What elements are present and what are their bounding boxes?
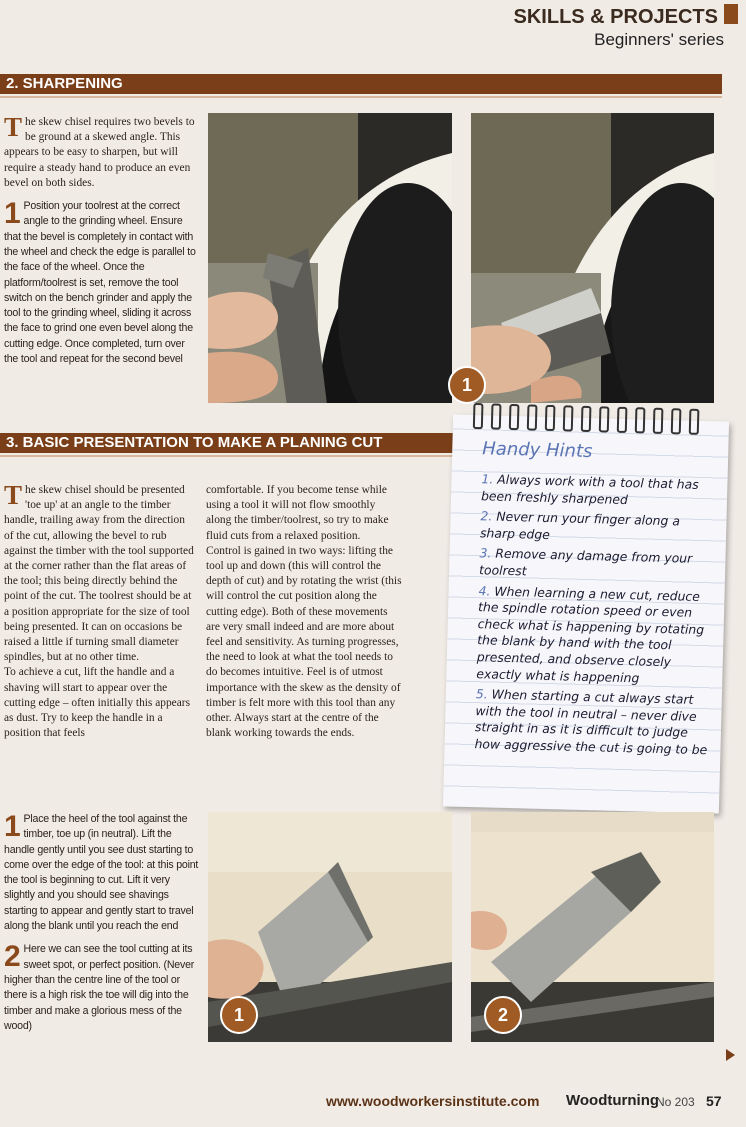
spiral-ring xyxy=(617,407,628,433)
step-number: 1 xyxy=(4,810,21,843)
spiral-ring xyxy=(653,408,664,434)
hint-item xyxy=(474,686,712,759)
spiral-ring xyxy=(689,409,700,435)
hint-text: Never run your finger along a sharp edge xyxy=(479,508,681,542)
section-title: SKILLS & PROJECTS xyxy=(513,6,718,28)
footer-url: www.woodworkersinstitute.com xyxy=(326,1093,540,1109)
sharpening-heading: 2. SHARPENING xyxy=(6,75,123,92)
hint-number: 2. xyxy=(480,508,493,524)
planing-heading: 3. BASIC PRESENTATION TO MAKE A PLANING CUT xyxy=(6,434,383,451)
planing-heading-band xyxy=(0,433,455,453)
hint-text: Remove any damage from your toolrest xyxy=(478,545,693,579)
planing-step-1: Place the heel of the tool against the timber, toe up (in neutral). Lift the handle gently until you see dust starting to come over the edge of the tool: at this point the tool is beginning to cut. Lift it very slightly and you should see shavings starting to appear and gently start to travel along the blank until you reach the end xyxy=(4,813,199,933)
hint-text: When learning a new cut, reduce the spindle rotation speed or even check what is happening by rotating the blank by hand with the tool presented, and observe closely exactly what is happening xyxy=(476,583,705,685)
drop-cap: T xyxy=(4,112,23,142)
hint-text: Always work with a tool that has been freshly sharpened xyxy=(480,471,699,507)
grinder-photo-1 xyxy=(208,113,452,403)
spiral-ring xyxy=(473,403,484,429)
planing-col-1 xyxy=(4,480,196,749)
footer-issue: No 203 xyxy=(656,1095,695,1109)
spiral-ring xyxy=(581,406,592,432)
hints-title: Handy Hints xyxy=(482,438,593,463)
photo-badge: 1 xyxy=(220,996,258,1034)
hint-item xyxy=(479,546,716,585)
planing-text-4: Control is gained in two ways: lifting the tool up and down (this will control the depth of cut) and by rotating the wrist (this will control the cut position along the cutting edge). Both of these movements are very small indeed and are more about feel and sensitivity. As turning progresses, the need to look at what the tool needs to do becomes intuitive. Feel is of utmost importance with the skew as the density of timber is felt more with this tool than any other. Always start at the centre of the blank working towards the ends. xyxy=(206,544,402,740)
planing-text-2: To achieve a cut, lift the handle and a shaving will start to appear over the cutting edge – often initially this appears as dust. Try to keep the handle in a position that feels xyxy=(4,666,190,740)
sharpening-text xyxy=(4,112,200,375)
planing-col-2 xyxy=(206,483,402,749)
step-number: 1 xyxy=(4,197,21,231)
hints-list xyxy=(474,471,717,759)
sharpening-heading-band xyxy=(0,74,722,94)
spiral-ring xyxy=(527,404,538,430)
hint-number: 5. xyxy=(475,686,488,702)
handy-hints-note xyxy=(443,414,729,813)
hint-item xyxy=(480,508,717,547)
series-subtitle: Beginners' series xyxy=(594,30,724,49)
page-number: 57 xyxy=(706,1093,722,1109)
photo-badge: 1 xyxy=(448,366,486,404)
spiral-ring xyxy=(635,407,646,433)
planing-text-3: comfortable. If you become tense while using a tool it will not flow smoothly along the timber/toolrest, so try to make fluid cuts from a relaxed position. xyxy=(206,484,389,542)
continue-arrow-icon xyxy=(726,1049,735,1061)
section-marker xyxy=(724,4,738,24)
spiral-ring xyxy=(509,404,520,430)
step-number: 2 xyxy=(4,940,21,974)
planing-step-2: Here we can see the tool cutting at its sweet spot, or perfect position. (Never higher than the centre line of the tool or there is a high risk the toe will dig into the timber and make a glorious mess of the wood) xyxy=(4,943,195,1032)
sharpening-step: Position your toolrest at the correct angle to the grinding wheel. Ensure that the bevel is completely in contact with the wheel and check the edge is parallel to the face of the wheel. Once the platform/toolrest is set, remove the tool switch on the bench grinder and apply the tool to the grinding wheel, sliding it across the face to grind one even bevel along the cutting edge. Once completed, turn over the tool and repeat for the second bevel xyxy=(4,200,196,365)
photo-badge: 2 xyxy=(484,996,522,1034)
spiral-ring xyxy=(491,403,502,429)
footer-magazine: Woodturning xyxy=(566,1092,660,1109)
divider xyxy=(0,96,722,98)
hint-item xyxy=(481,471,718,510)
planing-text-1: he skew chisel should be presented 'toe up' at an angle to the timber handle, trailing away from the direction of the cut, allowing the bevel to rub against the timber with the tool supported at the corner rather than the flat areas of the tool; this being directly behind the point of the cut. The toolrest should be at a position appropriate for the size of tool being presented. It can on occasions be raised a little if turning small diameter spindles, but at no other time. xyxy=(4,484,194,664)
spiral-ring xyxy=(671,408,682,434)
planing-steps xyxy=(4,812,202,1042)
hint-text: When starting a cut always start with the tool in neutral – never dive straight in as it is difficult to judge how aggressive the cut is going to be xyxy=(474,686,708,758)
drop-cap: T xyxy=(4,480,23,510)
hint-number: 3. xyxy=(479,545,492,561)
spiral-ring xyxy=(563,405,574,431)
hint-number: 4. xyxy=(478,582,491,599)
spiral-ring xyxy=(599,406,610,432)
spiral-ring xyxy=(545,405,556,431)
hint-item xyxy=(476,583,715,689)
sharpening-intro: he skew chisel requires two bevels to be ground at a skewed angle. This appears to be easy to sharpen, but will require a steady hand to produce an even bevel on both sides. xyxy=(4,116,195,189)
grinder-photo-2 xyxy=(471,113,714,403)
hint-number: 1. xyxy=(481,471,494,487)
divider xyxy=(0,455,455,457)
